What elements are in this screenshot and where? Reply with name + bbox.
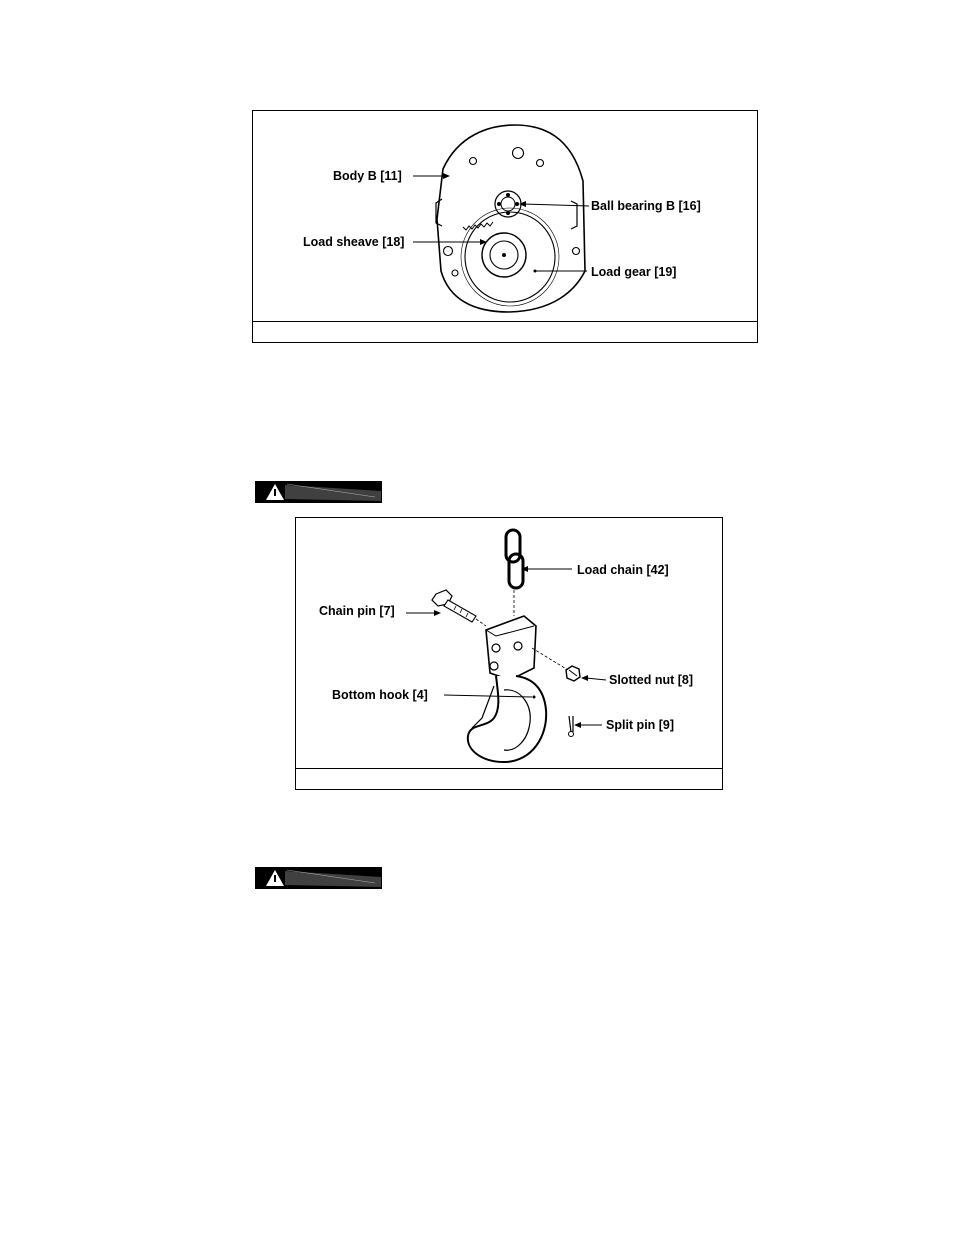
figure-caption-strip [253,321,757,342]
chain-pin [432,590,476,622]
warning-banner [255,481,382,503]
bottom-hook [468,676,546,762]
figure-body-b [252,110,758,343]
split-pin [569,716,573,732]
label-chain-pin: Chain pin [7] [319,604,395,618]
label-bottom-hook: Bottom hook [4] [332,688,428,702]
warning-banner [255,867,382,889]
label-split-pin: Split pin [9] [606,718,675,732]
body-b-plate [437,125,585,312]
label-load-sheave: Load sheave [18] [303,235,405,249]
body-b-diagram [253,111,759,344]
figure-caption-strip [296,768,722,789]
label-load-gear: Load gear [19] [591,265,677,279]
label-body-b: Body B [11] [333,169,402,183]
load-gear [465,212,555,302]
bottom-hook-diagram [296,518,724,791]
load-chain [506,530,520,562]
label-slotted-nut: Slotted nut [8] [609,673,694,687]
figure-bottom-hook [295,517,723,790]
label-load-chain: Load chain [42] [577,563,669,577]
label-ball-bearing-b: Ball bearing B [16] [591,199,701,213]
